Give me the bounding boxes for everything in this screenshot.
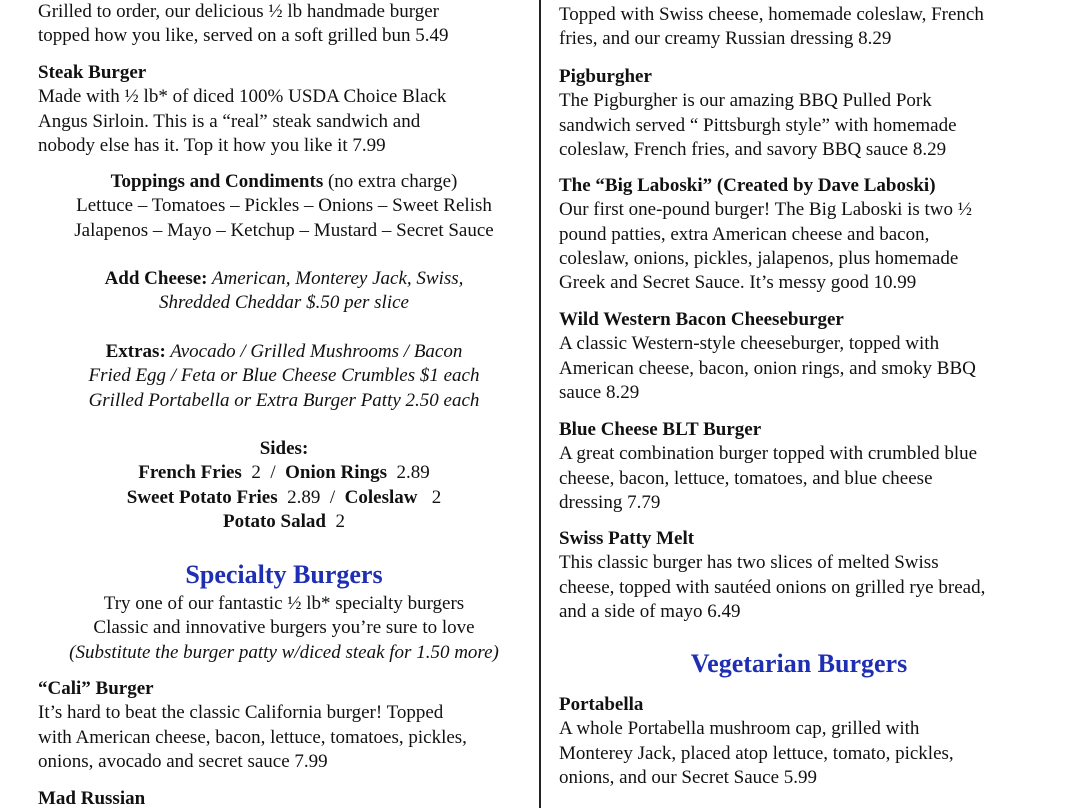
- desc-line: cheese, bacon, lettuce, tomatoes, and blue cheese: [559, 467, 933, 489]
- specialty-burgers-section: [38, 560, 530, 665]
- item-name: The “Big Laboski” (Created by Dave Laboski): [559, 175, 936, 196]
- item-name: Steak Burger: [38, 62, 147, 83]
- desc-line: onions, avocado and secret sauce 7.99: [38, 750, 328, 772]
- item-name: Pigburgher: [559, 66, 652, 87]
- desc-line: pound patties, extra American cheese and bacon,: [559, 223, 930, 245]
- add-cheese-section: [38, 267, 530, 316]
- sides-section: [38, 437, 530, 534]
- item-name: “Cali” Burger: [38, 678, 154, 699]
- item-name: Mad Russian: [38, 788, 146, 809]
- desc-line: Topped with Swiss cheese, homemade coleslaw, French: [559, 4, 984, 25]
- side-name: Coleslaw: [344, 486, 418, 508]
- pigburgher-item: [559, 65, 1039, 162]
- extras-line: Fried Egg / Feta or Blue Cheese Crumbles $1 each: [88, 365, 480, 387]
- extras-line: Avocado / Grilled Mushrooms / Bacon: [165, 341, 463, 362]
- desc-line: American cheese, bacon, onion rings, and smoky BBQ: [559, 357, 976, 379]
- side-name: French Fries: [138, 462, 242, 484]
- toppings-note: (no extra charge): [323, 171, 458, 192]
- section-heading: Specialty Burgers: [185, 560, 383, 589]
- desc-line: A great combination burger topped with crumbled blue: [559, 443, 978, 465]
- desc-line: This classic burger has two slices of melted Swiss: [559, 552, 939, 574]
- desc-line: A classic Western-style cheeseburger, topped with: [559, 333, 940, 355]
- classic-burger-description: [38, 0, 530, 49]
- desc-line: Made with ½ lb* of diced 100% USDA Choice Black: [38, 86, 447, 108]
- side-name: Potato Salad: [223, 510, 326, 532]
- section-heading: Vegetarian Burgers: [690, 649, 908, 678]
- item-name: Swiss Patty Melt: [559, 528, 695, 549]
- desc-line: onions, and our Secret Sauce 5.99: [559, 766, 818, 788]
- side-name: Onion Rings: [285, 462, 388, 484]
- desc-line: cheese, topped with sautéed onions on grilled rye bread,: [559, 576, 986, 598]
- desc-line: sauce 8.29: [559, 381, 640, 403]
- desc-line: coleslaw, French fries, and savory BBQ sauce 8.29: [559, 138, 947, 160]
- cheese-label: Add Cheese:: [104, 268, 208, 289]
- side-price: 2: [325, 510, 345, 532]
- side-price: 2: [417, 486, 442, 508]
- intro-line: Try one of our fantastic ½ lb* specialty burgers: [103, 593, 465, 614]
- intro-line: Classic and innovative burgers you’re sure to love: [93, 617, 475, 639]
- desc-line: Angus Sirloin. This is a “real” steak sandwich and: [38, 110, 421, 132]
- desc-line: and a side of mayo 6.49: [559, 600, 741, 622]
- steak-burger-item: [38, 61, 530, 158]
- desc-line: It’s hard to beat the classic California burger! Topped: [38, 702, 444, 724]
- extras-line: Grilled Portabella or Extra Burger Patty 2.50 each: [88, 389, 480, 411]
- desc-line: sandwich served “ Pittsburgh style” with homemade: [559, 114, 957, 136]
- desc-line: coleslaw, onions, pickles, jalapenos, plus homemade: [559, 247, 959, 269]
- sides-title: Sides:: [259, 438, 309, 459]
- desc-line: The Pigburgher is our amazing BBQ Pulled Pork: [559, 90, 932, 112]
- big-laboski-item: [559, 174, 1039, 295]
- cheese-options: American, Monterey Jack, Swiss,: [207, 268, 464, 289]
- toppings-line: Jalapenos – Mayo – Ketchup – Mustard – Secret Sauce: [74, 219, 494, 241]
- side-name: Sweet Potato Fries: [126, 486, 278, 508]
- desc-line: topped how you like, served on a soft grilled bun 5.49: [38, 25, 449, 47]
- extras-label: Extras:: [105, 341, 166, 362]
- desc-line: A whole Portabella mushroom cap, grilled with: [559, 718, 920, 740]
- swiss-patty-melt-item: [559, 527, 1039, 624]
- vegetarian-burgers-section: [559, 649, 1039, 679]
- desc-line: Greek and Secret Sauce. It’s messy good 10.99: [559, 272, 917, 294]
- mad-russian-description: [559, 3, 1039, 52]
- desc-line: Monterey Jack, placed atop lettuce, tomato, pickles,: [559, 742, 954, 764]
- desc-line: Our first one-pound burger! The Big Laboski is two ½: [559, 199, 973, 221]
- item-name: Blue Cheese BLT Burger: [559, 419, 762, 440]
- portabella-item: [559, 693, 1039, 790]
- cali-burger-item: [38, 677, 530, 774]
- toppings-line: Lettuce – Tomatoes – Pickles – Onions – Sweet Relish: [76, 195, 492, 217]
- item-name: Portabella: [559, 694, 644, 715]
- cheese-price: Shredded Cheddar $.50 per slice: [159, 292, 409, 314]
- side-price: 2.89 /: [277, 486, 345, 508]
- toppings-section: [28, 170, 540, 243]
- side-price: 2 /: [241, 462, 286, 484]
- desc-line: Grilled to order, our delicious ½ lb handmade burger: [38, 1, 439, 22]
- desc-line: with American cheese, bacon, lettuce, tomatoes, pickles,: [38, 726, 467, 748]
- wild-western-item: [559, 308, 1039, 405]
- substitute-note: (Substitute the burger patty w/diced steak for 1.50 more): [69, 641, 499, 663]
- desc-line: dressing 7.79: [559, 491, 661, 513]
- side-price: 2.89: [387, 462, 430, 484]
- desc-line: nobody else has it. Top it how you like it 7.99: [38, 134, 386, 156]
- item-name: Wild Western Bacon Cheeseburger: [559, 309, 844, 330]
- extras-section: [28, 340, 540, 413]
- toppings-title: Toppings and Condiments: [110, 171, 324, 192]
- mad-russian-item: [38, 787, 530, 811]
- desc-line: fries, and our creamy Russian dressing 8.29: [559, 28, 892, 50]
- blue-cheese-blt-item: [559, 418, 1039, 515]
